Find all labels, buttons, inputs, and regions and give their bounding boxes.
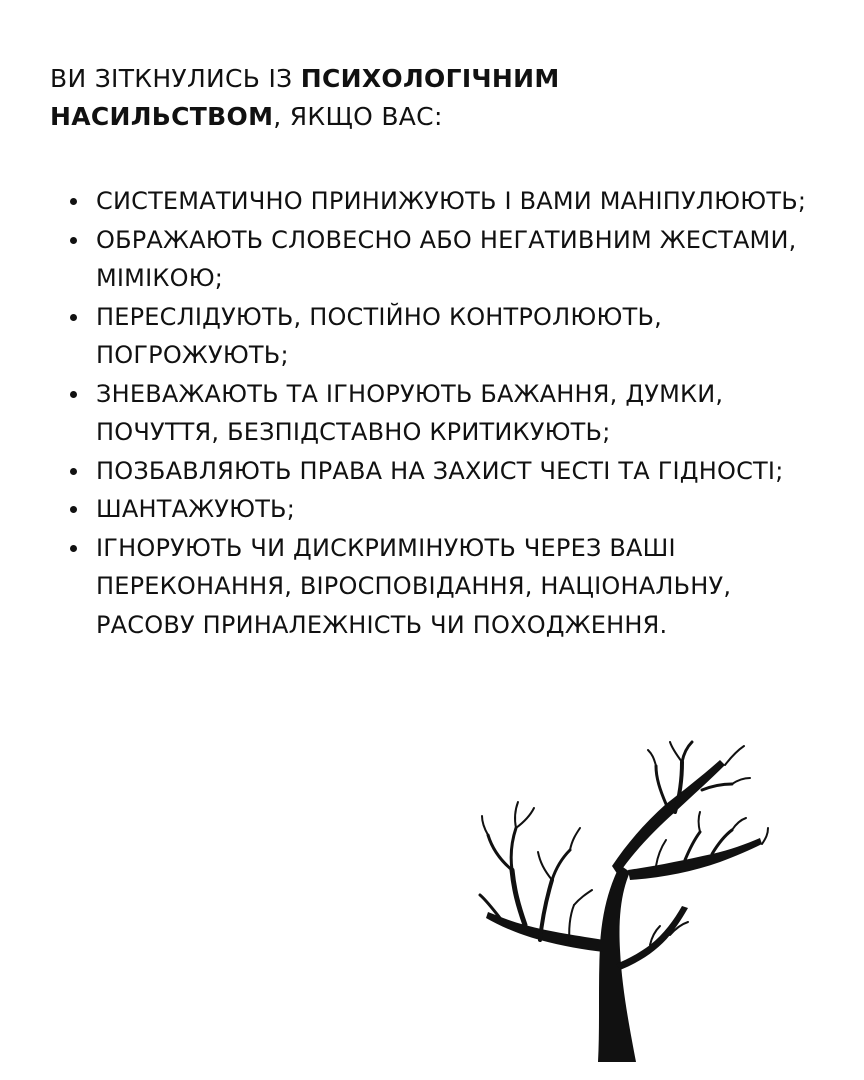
list-item: [50, 221, 810, 298]
list-item: [50, 490, 810, 529]
list-item-text: ПЕРЕСЛІДУЮТЬ, ПОСТІЙНО КОНТРОЛЮЮТЬ, ПОГРОЖУЮТЬ;: [96, 302, 662, 369]
list-item-text: ЗНЕВАЖАЮТЬ ТА ІГНОРУЮТЬ БАЖАННЯ, ДУМКИ, ПОЧУТТЯ, БЕЗПІДСТАВНО КРИТИКУЮТЬ;: [96, 379, 724, 446]
bullet-icon: [70, 391, 77, 398]
bullet-icon: [70, 198, 77, 205]
list-item-text: ПОЗБАВЛЯЮТЬ ПРАВА НА ЗАХИСТ ЧЕСТІ ТА ГІДНОСТІ;: [96, 456, 784, 485]
list-item: [50, 298, 810, 375]
bullet-icon: [70, 545, 77, 552]
list-item: [50, 182, 810, 221]
heading-text-start: ВИ ЗІТКНУЛИСЬ ІЗ: [50, 64, 301, 93]
bullet-icon: [70, 468, 77, 475]
heading-bold-term-2: НАСИЛЬСТВОМ: [50, 102, 274, 131]
list-item-text: ШАНТАЖУЮТЬ;: [96, 495, 296, 523]
bullet-icon: [70, 314, 77, 321]
list-item: [50, 529, 810, 645]
bullet-icon: [70, 237, 77, 244]
bare-tree-icon: [470, 740, 770, 1065]
heading-text-end: , ЯКЩО ВАС:: [273, 102, 443, 131]
list-item-text: СИСТЕМАТИЧНО ПРИНИЖУЮТЬ І ВАМИ МАНІПУЛЮЮТЬ;: [96, 187, 807, 215]
list-item-text: ІГНОРУЮТЬ ЧИ ДИСКРИМІНУЮТЬ ЧЕРЕЗ ВАШІ ПЕРЕКОНАННЯ, ВІРОСПОВІДАННЯ, НАЦІОНАЛЬНУ, РАСОВУ ПРИНАЛЕЖНІСТЬ ЧИ ПОХОДЖЕННЯ.: [96, 533, 732, 639]
page-heading: [50, 60, 810, 136]
list-item-text: ОБРАЖАЮТЬ СЛОВЕСНО АБО НЕГАТИВНИМ ЖЕСТАМИ, МІМІКОЮ;: [96, 225, 797, 292]
bullet-icon: [70, 506, 77, 513]
list-item: [50, 375, 810, 452]
signs-list: [50, 182, 810, 644]
heading-bold-term-1: ПСИХОЛОГІЧНИМ: [300, 64, 560, 93]
list-item: [50, 452, 810, 491]
main-content: [50, 60, 810, 644]
